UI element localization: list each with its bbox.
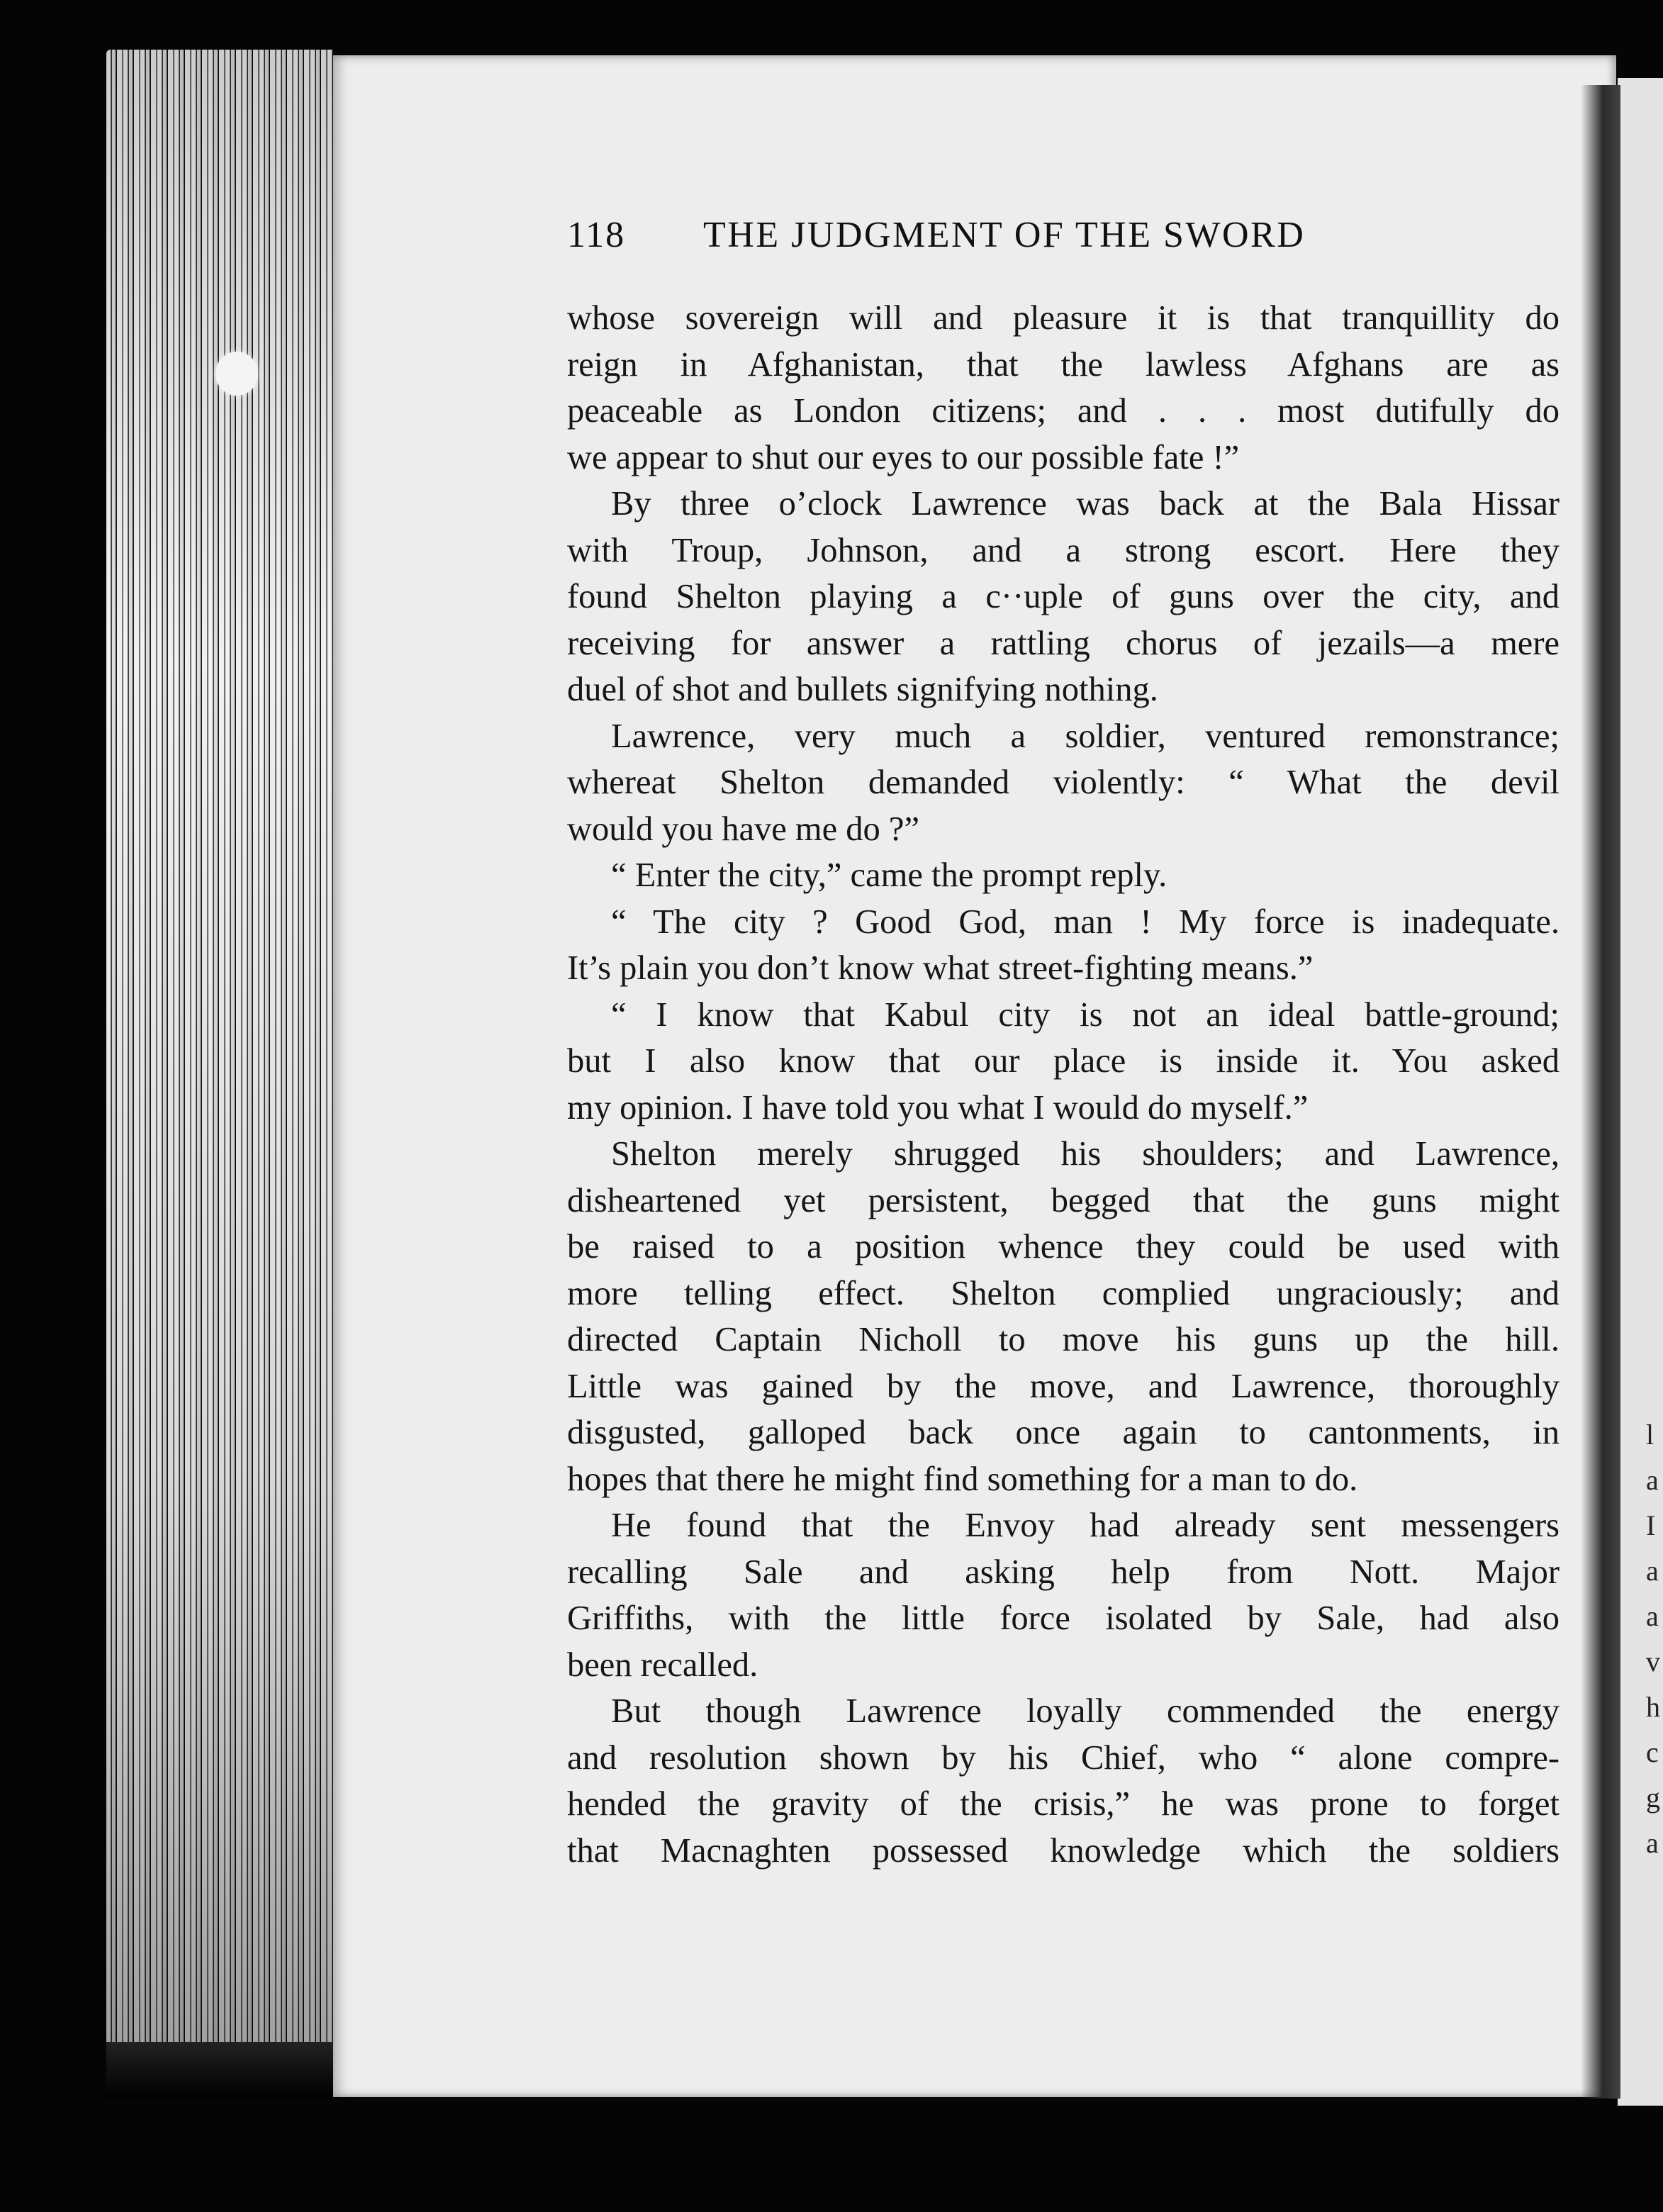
text-line: that Macnaghten possessed knowledge which the soldiers (567, 1831, 1560, 1870)
facing-page-fragment: l (1646, 1419, 1654, 1451)
text-line: receiving for answer a rattling chorus of jezails—a mere (567, 624, 1560, 662)
text-line: He found that the Envoy had already sent messengers (611, 1507, 1560, 1544)
text-line: But though Lawrence loyally commended the energy (611, 1692, 1560, 1730)
text-line: been recalled. (567, 1646, 758, 1684)
facing-page-fragment: a (1646, 1600, 1659, 1632)
body-text (567, 295, 1560, 1874)
text-line: By three o’clock Lawrence was back at the Bala Hissar (611, 485, 1560, 523)
facing-page-fragment: h (1646, 1691, 1660, 1723)
facing-page-fragment: c (1646, 1736, 1659, 1768)
running-head (567, 214, 1432, 264)
text-line: Lawrence, very much a soldier, ventured remonstrance; (611, 717, 1560, 755)
text-line: “ The city ? Good God, man ! My force is inadequate. (611, 903, 1560, 941)
text-line: duel of shot and bullets signifying nothing. (567, 671, 1158, 708)
text-line: whereat Shelton demanded violently: “ What the devil (567, 764, 1560, 801)
text-line: found Shelton playing a c··uple of guns over the city, and (567, 578, 1560, 615)
punch-hole (215, 352, 258, 396)
facing-page-fragment: a (1646, 1827, 1659, 1859)
text-line: more telling effect. Shelton complied ungraciously; and (567, 1274, 1560, 1312)
text-line: reign in Afghanistan, that the lawless Afghans are as (567, 345, 1560, 384)
facing-page-fragment: a (1646, 1464, 1659, 1496)
text-line: Griffiths, with the little force isolated by Sale, had also (567, 1599, 1560, 1637)
text-line: Shelton merely shrugged his shoulders; and Lawrence, (611, 1135, 1560, 1173)
facing-page-fragment: a (1646, 1555, 1659, 1587)
text-line: It’s plain you don’t know what street-fighting means.” (567, 949, 1314, 987)
text-line: would you have me do ?” (567, 810, 919, 848)
text-line: my opinion. I have told you what I would do myself.” (567, 1088, 1309, 1127)
text-line: and resolution shown by his Chief, who “ alone compre- (567, 1738, 1560, 1777)
facing-page-fragment: v (1646, 1646, 1660, 1677)
book-bottom-shadow (106, 2042, 340, 2099)
text-line: hopes that there he might find something for a man to do. (567, 1460, 1358, 1498)
facing-page-fragment: I (1646, 1509, 1656, 1541)
text-line: but I also know that our place is inside it. You asked (567, 1042, 1560, 1080)
text-line: recalling Sale and asking help from Nott. Major (567, 1553, 1560, 1591)
text-line: peaceable as London citizens; and . . . most dutifully do (567, 392, 1560, 430)
text-line: disgusted, galloped back once again to cantonments, in (567, 1414, 1560, 1451)
page-number: 118 (567, 215, 626, 255)
text-line: be raised to a position whence they could be used with (567, 1228, 1560, 1266)
gutter-shadow (1581, 85, 1620, 2099)
facing-page-fragment: g (1646, 1782, 1660, 1814)
text-line: Little was gained by the move, and Lawrence, thoroughly (567, 1367, 1560, 1405)
text-line: whose sovereign will and pleasure it is that tranquillity do (567, 299, 1560, 337)
text-line: disheartened yet persistent, begged that the guns might (567, 1181, 1560, 1219)
text-line: hended the gravity of the crisis,” he was prone to forget (567, 1785, 1560, 1823)
page-edge-stack (106, 50, 333, 2091)
running-title: THE JUDGMENT OF THE SWORD (703, 215, 1306, 255)
text-line: with Troup, Johnson, and a strong escort. Here they (567, 531, 1560, 569)
text-line: we appear to shut our eyes to our possible fate !” (567, 438, 1240, 476)
text-line: “ I know that Kabul city is not an ideal battle-ground; (611, 995, 1560, 1034)
text-line: directed Captain Nicholl to move his guns up the hill. (567, 1321, 1560, 1358)
text-line: “ Enter the city,” came the prompt reply. (611, 856, 1168, 894)
